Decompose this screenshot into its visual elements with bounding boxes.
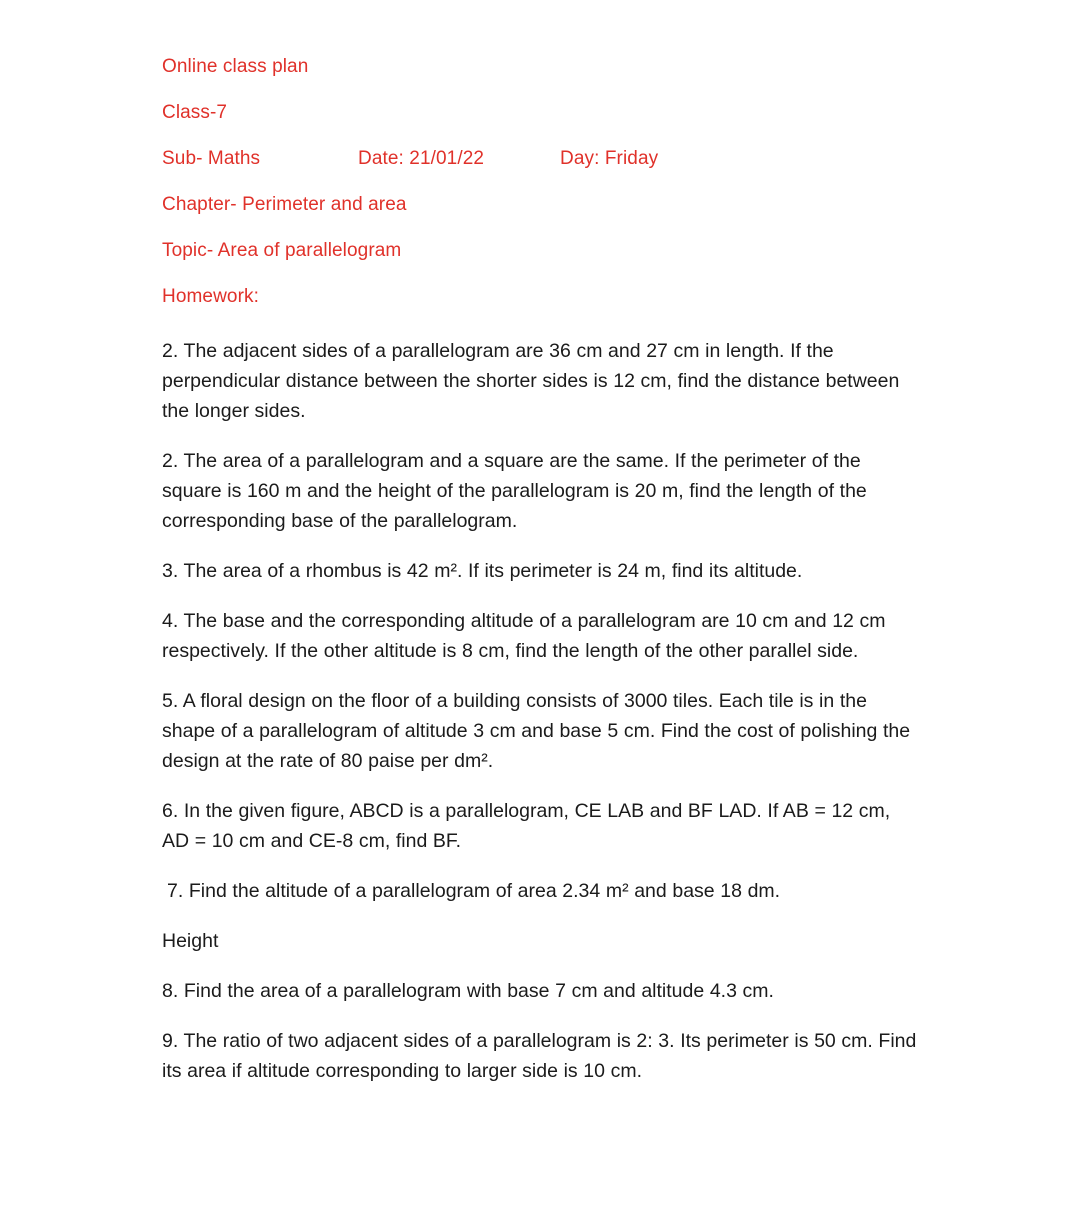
homework-item: 2. The area of a parallelogram and a square are the same. If the perimeter of the square is 160 m and the height of the parallelogram is 20 m, find the length of the corresponding base of the parallelogram. [162, 450, 867, 532]
topic-line: Topic- Area of parallelogram [162, 240, 402, 261]
date-field: Date: 21/01/22 [358, 148, 485, 169]
homework-item: 4. The base and the corresponding altitude of a parallelogram are 10 cm and 12 cm respectively. If the other altitude is 8 cm, find the length of the other parallel side. [162, 610, 886, 662]
homework-item: 3. The area of a rhombus is 42 m². If its perimeter is 24 m, find its altitude. [162, 560, 803, 582]
homework-item: 2. The adjacent sides of a parallelogram are 36 cm and 27 cm in length. If the perpendicular distance between the shorter sides is 12 cm, find the distance between the longer sides. [162, 340, 900, 422]
homework-item: 6. In the given figure, ABCD is a parallelogram, CE LAB and BF LAD. If AB = 12 cm, AD = 10 cm and CE-8 cm, find BF. [162, 800, 891, 852]
chapter-line: Chapter- Perimeter and area [162, 194, 407, 215]
day-field: Day: Friday [560, 148, 659, 169]
document-body [162, 55, 918, 1086]
subject-date-day-line [162, 147, 918, 170]
height-label: Height [162, 930, 219, 952]
homework-section-label: Homework: [162, 286, 259, 307]
homework-item: 8. Find the area of a parallelogram with base 7 cm and altitude 4.3 cm. [162, 980, 774, 1002]
page-title: Online class plan [162, 56, 309, 77]
homework-item: 5. A floral design on the floor of a building consists of 3000 tiles. Each tile is in the shape of a parallelogram of altitude 3 cm and base 5 cm. Find the cost of polishing the design at the rate of 80 paise per dm². [162, 690, 911, 772]
homework-item: 9. The ratio of two adjacent sides of a parallelogram is 2: 3. Its perimeter is 50 cm. Find its area if altitude corresponding to larger side is 10 cm. [162, 1030, 917, 1082]
subject-field: Sub- Maths [162, 148, 261, 169]
class-line: Class-7 [162, 102, 228, 123]
homework-item: 7. Find the altitude of a parallelogram of area 2.34 m² and base 18 dm. [167, 880, 781, 902]
